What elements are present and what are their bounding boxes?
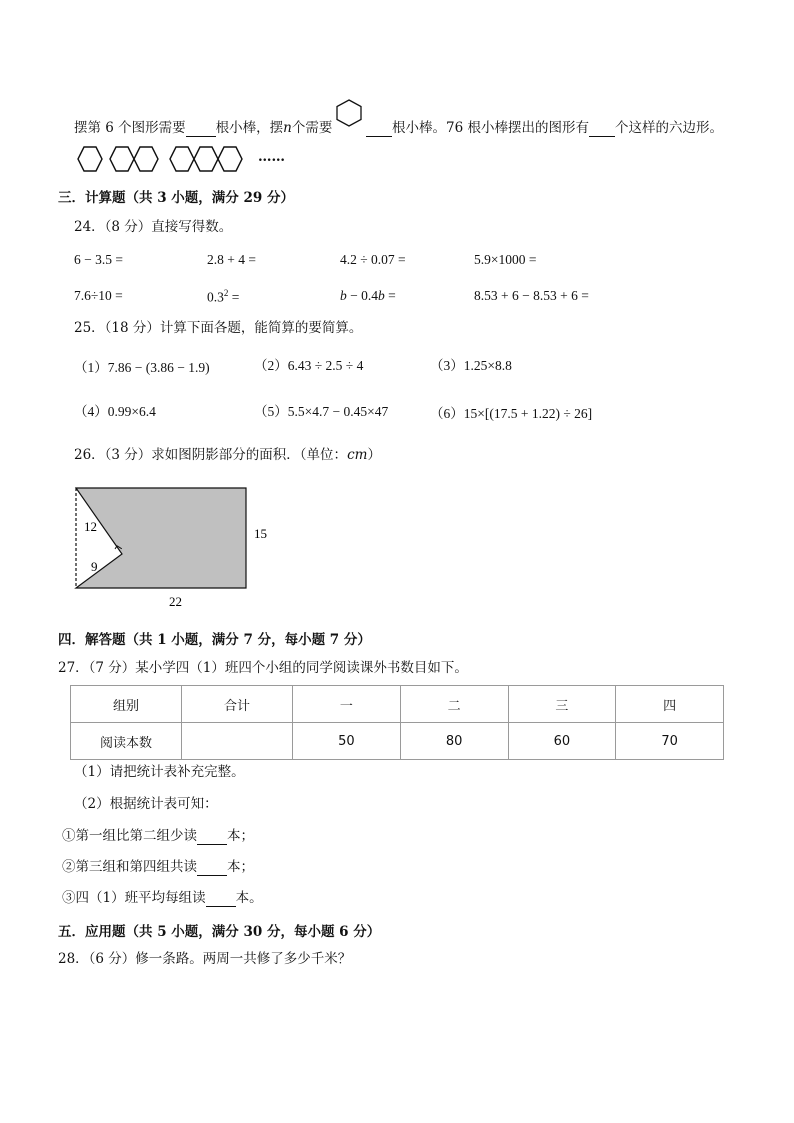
- q25-title: 25．（18 分）计算下面各题，能简算的要简算。: [74, 320, 363, 336]
- shaded-region: [76, 488, 246, 588]
- q23-line: 摆第 6 个图形需要 根小棒，摆n个需要: [74, 120, 333, 136]
- q25-item: （2）6.43 ÷ 2.5 ÷ 4: [254, 358, 364, 373]
- table-header-row: [71, 686, 724, 723]
- table-cell: 四: [616, 686, 724, 723]
- q23-line-end: 根小棒。76 根小棒摆出的图形有 个这样的六边形。: [366, 119, 723, 137]
- label-9: 9: [91, 559, 98, 574]
- q25-item: （1）7.86 − (3.86 − 1.9): [74, 360, 210, 375]
- q27-c: ③四（1）班平均每组读 本。: [62, 890, 263, 906]
- answer-blank[interactable]: [197, 830, 227, 845]
- answer-blank[interactable]: [366, 122, 392, 137]
- q24-item: b − 0.4b =: [340, 288, 396, 303]
- q28-title: 28．（6 分）修一条路。两周一共修了多少千米？: [58, 951, 352, 967]
- answer-blank[interactable]: [206, 892, 236, 907]
- ellipsis: ……: [258, 149, 285, 165]
- section-4-heading: 四．解答题（共 1 小题，满分 7 分，每小题 7 分）: [58, 632, 371, 648]
- q25-item: （3）1.25×8.8: [430, 358, 512, 373]
- q24-item: 2.8 + 4 =: [207, 252, 256, 267]
- q24-item: 6 − 3.5 =: [74, 252, 123, 267]
- table-cell: 二: [400, 686, 508, 723]
- section-3-heading: 三．计算题（共 3 小题，满分 29 分）: [58, 190, 294, 206]
- table-cell: 合计: [182, 686, 293, 723]
- table-cell: 50: [293, 723, 401, 760]
- table-cell: 组别: [71, 686, 182, 723]
- q24-item: $0.3^2$ =: [207, 288, 240, 305]
- q25-item: （6）15×[(17.5 + 1.22) ÷ 26]: [430, 406, 593, 421]
- q24-item: 5.9×1000 =: [474, 252, 537, 267]
- label-22: 22: [169, 594, 182, 609]
- q27-sub1: （1）请把统计表补充完整。: [74, 764, 245, 780]
- label-12: 12: [84, 519, 97, 534]
- table-cell: 一: [293, 686, 401, 723]
- label-15: 15: [254, 526, 267, 541]
- answer-blank[interactable]: [589, 122, 615, 137]
- q24-item: 7.6÷10 =: [74, 288, 123, 303]
- q24-title: 24．（8 分）直接写得数。: [74, 219, 233, 235]
- hexagon-sequence-figure: [74, 143, 260, 175]
- shaded-area-figure: [60, 480, 290, 615]
- table-cell: 80: [400, 723, 508, 760]
- table-cell: 60: [508, 723, 616, 760]
- q27-title: 27．（7 分）某小学四（1）班四个小组的同学阅读课外书数目如下。: [58, 660, 468, 676]
- q24-item: 4.2 ÷ 0.07 =: [340, 252, 406, 267]
- answer-blank[interactable]: [186, 122, 216, 137]
- table-cell: 阅读本数: [71, 723, 182, 760]
- section-5-heading: 五．应用题（共 5 小题，满分 30 分，每小题 6 分）: [58, 924, 381, 940]
- q24-item: 8.53 + 6 − 8.53 + 6 =: [474, 288, 589, 303]
- table-row: [71, 723, 724, 760]
- table-cell: 三: [508, 686, 616, 723]
- q27-b: ②第三组和第四组共读 本；: [62, 859, 254, 875]
- q25-item: （5）5.5×4.7 − 0.45×47: [254, 404, 389, 419]
- hexagon-icon: [334, 98, 364, 128]
- q25-item: （4）0.99×6.4: [74, 404, 156, 419]
- reading-stats-table: [70, 685, 724, 760]
- q27-a: ①第一组比第二组少读 本；: [62, 828, 254, 844]
- total-answer-cell[interactable]: [182, 723, 293, 760]
- table-cell: 70: [616, 723, 724, 760]
- q26-title: 26．（3 分）求如图阴影部分的面积．（单位：cm）: [74, 447, 381, 463]
- q27-sub2: （2）根据统计表可知：: [74, 796, 218, 812]
- answer-blank[interactable]: [197, 861, 227, 876]
